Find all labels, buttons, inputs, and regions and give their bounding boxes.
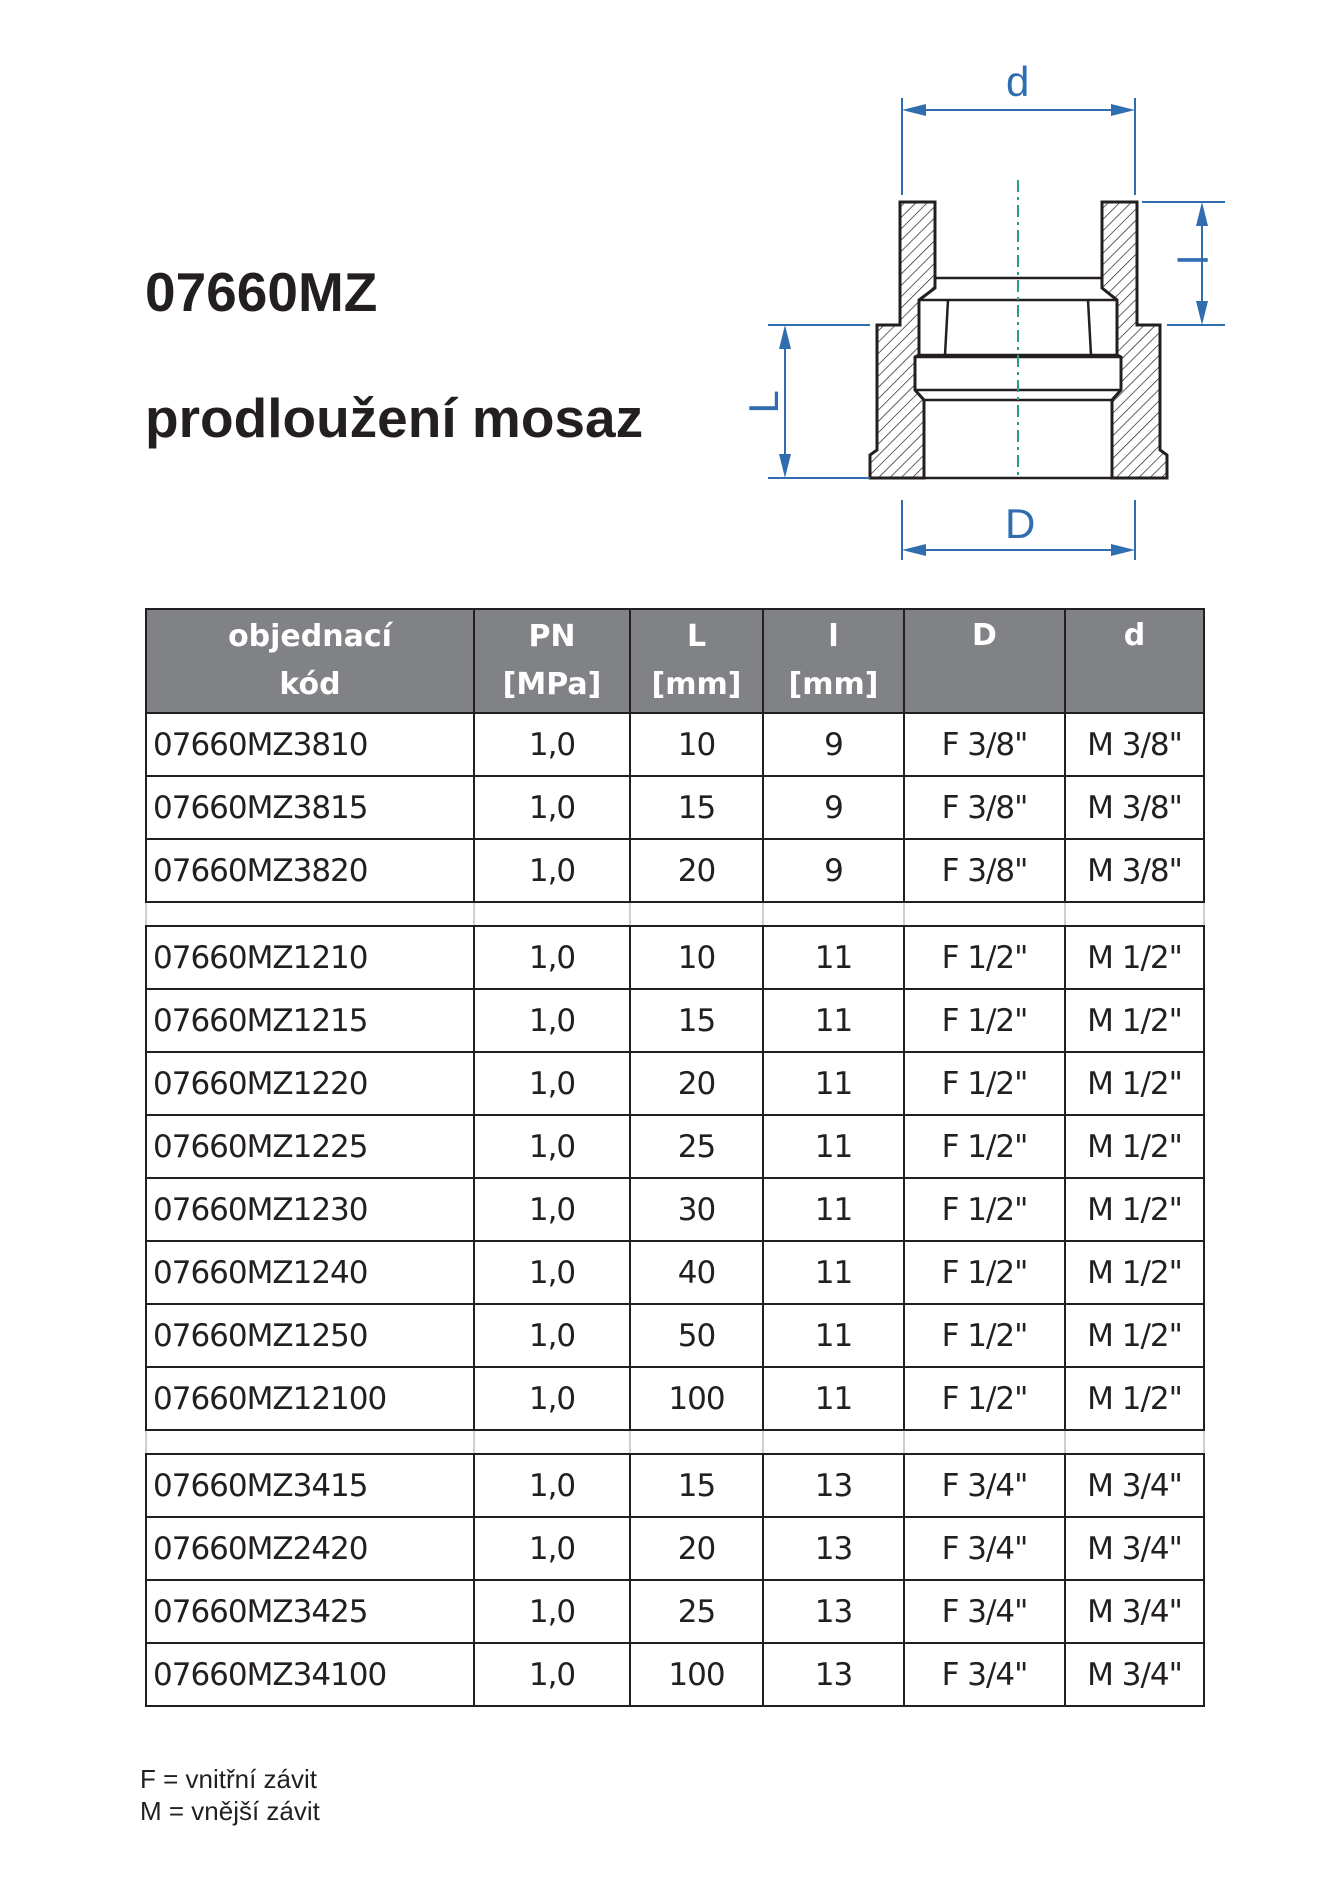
cell-pn: 1,0 — [474, 1052, 630, 1115]
table-header-row — [146, 609, 1204, 713]
product-code-title: 07660MZ — [145, 261, 378, 323]
cell-D: F 3/4" — [904, 1517, 1065, 1580]
cell-d: M 3/4" — [1065, 1580, 1204, 1643]
cell-order-code: 07660MZ1220 — [146, 1052, 474, 1115]
cell-order-code: 07660MZ12100 — [146, 1367, 474, 1430]
dim-label-D: D — [1005, 500, 1036, 547]
group-separator — [146, 902, 1204, 926]
table-row — [146, 713, 1204, 776]
cell-D: F 1/2" — [904, 1304, 1065, 1367]
cell-D: F 3/4" — [904, 1643, 1065, 1706]
cell-pn: 1,0 — [474, 713, 630, 776]
cell-order-code: 07660MZ1225 — [146, 1115, 474, 1178]
cell-order-code: 07660MZ3815 — [146, 776, 474, 839]
col-header-order-code: objednací kód — [146, 609, 474, 713]
fitting-section-drawing — [730, 58, 1217, 580]
cell-thread-length: 13 — [763, 1643, 904, 1706]
dim-label-d: d — [1006, 58, 1030, 105]
cell-order-code: 07660MZ34100 — [146, 1643, 474, 1706]
cell-thread-length: 13 — [763, 1580, 904, 1643]
cell-d: M 3/8" — [1065, 776, 1204, 839]
cell-d: M 1/2" — [1065, 1052, 1204, 1115]
table-row — [146, 1643, 1204, 1706]
col-header-D: D — [904, 609, 1065, 713]
cell-d: M 3/4" — [1065, 1643, 1204, 1706]
cell-length: 10 — [630, 713, 763, 776]
product-name-title: prodloužení mosaz — [145, 387, 644, 449]
cell-D: F 3/8" — [904, 839, 1065, 902]
legend-line-female: F = vnitřní závit — [140, 1764, 317, 1794]
cell-d: M 1/2" — [1065, 1367, 1204, 1430]
cell-d: M 3/4" — [1065, 1517, 1204, 1580]
table-row — [146, 776, 1204, 839]
table-row — [146, 1304, 1204, 1367]
cell-length: 15 — [630, 989, 763, 1052]
cell-length: 25 — [630, 1115, 763, 1178]
cell-order-code: 07660MZ1240 — [146, 1241, 474, 1304]
cell-order-code: 07660MZ1230 — [146, 1178, 474, 1241]
cell-d: M 1/2" — [1065, 1304, 1204, 1367]
cell-thread-length: 13 — [763, 1517, 904, 1580]
col-header-length: L [mm] — [630, 609, 763, 713]
col-header-d: d — [1065, 609, 1204, 713]
dim-label-L: L — [740, 390, 787, 414]
table-row — [146, 1517, 1204, 1580]
cell-order-code: 07660MZ3425 — [146, 1580, 474, 1643]
cell-d: M 1/2" — [1065, 989, 1204, 1052]
table-row — [146, 989, 1204, 1052]
cell-length: 100 — [630, 1367, 763, 1430]
cell-order-code: 07660MZ3820 — [146, 839, 474, 902]
cell-thread-length: 11 — [763, 1178, 904, 1241]
cell-pn: 1,0 — [474, 1367, 630, 1430]
cell-order-code: 07660MZ1250 — [146, 1304, 474, 1367]
cell-length: 25 — [630, 1580, 763, 1643]
cell-length: 50 — [630, 1304, 763, 1367]
cell-pn: 1,0 — [474, 1517, 630, 1580]
cell-D: F 1/2" — [904, 1052, 1065, 1115]
cell-D: F 1/2" — [904, 1367, 1065, 1430]
cell-order-code: 07660MZ2420 — [146, 1517, 474, 1580]
cell-length: 40 — [630, 1241, 763, 1304]
table-row — [146, 1052, 1204, 1115]
cell-pn: 1,0 — [474, 1643, 630, 1706]
cell-D: F 1/2" — [904, 926, 1065, 989]
legend — [140, 1763, 320, 1827]
cell-length: 20 — [630, 1517, 763, 1580]
cell-D: F 3/8" — [904, 776, 1065, 839]
cell-length: 20 — [630, 1052, 763, 1115]
cell-thread-length: 11 — [763, 1367, 904, 1430]
cell-thread-length: 11 — [763, 1304, 904, 1367]
cell-D: F 3/8" — [904, 713, 1065, 776]
cell-length: 15 — [630, 1454, 763, 1517]
cell-thread-length: 11 — [763, 1115, 904, 1178]
cell-order-code: 07660MZ1215 — [146, 989, 474, 1052]
cell-length: 30 — [630, 1178, 763, 1241]
cell-pn: 1,0 — [474, 1580, 630, 1643]
cell-D: F 3/4" — [904, 1580, 1065, 1643]
cell-pn: 1,0 — [474, 1304, 630, 1367]
cell-thread-length: 11 — [763, 1241, 904, 1304]
cell-thread-length: 9 — [763, 713, 904, 776]
cell-length: 20 — [630, 839, 763, 902]
legend-line-male: M = vnější závit — [140, 1796, 320, 1826]
cell-thread-length: 9 — [763, 776, 904, 839]
product-table — [145, 608, 1205, 1707]
table-row — [146, 1367, 1204, 1430]
cell-pn: 1,0 — [474, 1241, 630, 1304]
cell-d: M 3/8" — [1065, 713, 1204, 776]
cell-thread-length: 13 — [763, 1454, 904, 1517]
cell-pn: 1,0 — [474, 1115, 630, 1178]
cell-pn: 1,0 — [474, 926, 630, 989]
cell-d: M 3/8" — [1065, 839, 1204, 902]
cell-pn: 1,0 — [474, 839, 630, 902]
cell-length: 100 — [630, 1643, 763, 1706]
table-row — [146, 839, 1204, 902]
cell-D: F 1/2" — [904, 1115, 1065, 1178]
cell-d: M 3/4" — [1065, 1454, 1204, 1517]
cell-pn: 1,0 — [474, 1178, 630, 1241]
cell-pn: 1,0 — [474, 989, 630, 1052]
cell-pn: 1,0 — [474, 1454, 630, 1517]
table-row — [146, 1580, 1204, 1643]
cell-thread-length: 11 — [763, 926, 904, 989]
cell-length: 10 — [630, 926, 763, 989]
cell-d: M 1/2" — [1065, 1178, 1204, 1241]
table-row — [146, 926, 1204, 989]
cell-length: 15 — [630, 776, 763, 839]
table-row — [146, 1178, 1204, 1241]
table-row — [146, 1241, 1204, 1304]
cell-order-code: 07660MZ3415 — [146, 1454, 474, 1517]
cell-pn: 1,0 — [474, 776, 630, 839]
table-row — [146, 1115, 1204, 1178]
cell-D: F 3/4" — [904, 1454, 1065, 1517]
cell-D: F 1/2" — [904, 989, 1065, 1052]
cell-d: M 1/2" — [1065, 1115, 1204, 1178]
cell-thread-length: 11 — [763, 1052, 904, 1115]
col-header-pn: PN [MPa] — [474, 609, 630, 713]
cell-d: M 1/2" — [1065, 1241, 1204, 1304]
cell-thread-length: 11 — [763, 989, 904, 1052]
table-row — [146, 1454, 1204, 1517]
cell-order-code: 07660MZ1210 — [146, 926, 474, 989]
col-header-thread-length: l [mm] — [763, 609, 904, 713]
group-separator — [146, 1430, 1204, 1454]
dim-label-l: l — [1170, 255, 1217, 265]
cell-D: F 1/2" — [904, 1178, 1065, 1241]
cell-order-code: 07660MZ3810 — [146, 713, 474, 776]
cell-thread-length: 9 — [763, 839, 904, 902]
cell-d: M 1/2" — [1065, 926, 1204, 989]
cell-D: F 1/2" — [904, 1241, 1065, 1304]
